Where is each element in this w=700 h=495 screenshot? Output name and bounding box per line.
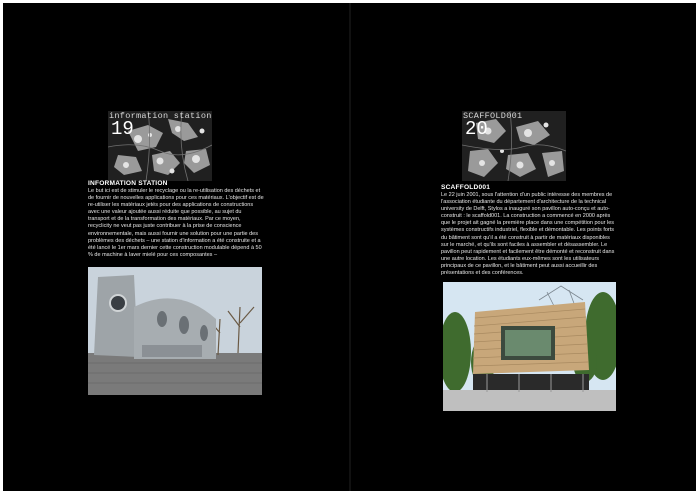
body-text: Le but ici est de stimuler le recyclage ou la re-utilisation des déchets et de fournir de nouvelles applications pour ces matériaux. L'objectif est de re-utiliser les matériaux jetés pour des applications de constructions avec une valeur ajoutée aussi réduite que possible, au sujet du transport et de la transformation des matériaux. Par ce moyen, recyclicity ne veut pas juste contribuer à la prise de conscience environnementale, mais aussi fournir une solution pour une partie des problèmes des déchets – une station d'information a été construite et a été lancé le 1er mars dernier cette construction modulable dépend à 50 % de machine à laver mielé pour ces composantes – [88,188,264,258]
information-station-photo [88,267,262,395]
map-header-tile [462,111,566,181]
map-header-tile [108,111,212,181]
magazine-spread [3,3,696,491]
tile-title: information station [109,111,212,121]
left-page [3,3,349,491]
scaffold001-pavilion-photo [443,282,616,411]
tile-title: SCAFFOLD001 [463,111,523,121]
section-title: SCAFFOLD001 [441,184,491,191]
page-number: 19 [111,118,134,140]
right-page [351,3,696,491]
body-text: Le 22 juin 2001, sous l'attention d'un public intéresse des membres de l'association étudiante du département d'architecture de la technical university de Delft, Stylos a inauguré son pavillon auto-conçu et auto-construit : le scaffold001. La construction a commencé en 2000 après que le projet ait gagné la première place dans une compétition pour les systèmes constructifs industriel, flexible et démontable. Les points forts du bâtiment sont qu'il a été construit à partir de matériaux disponibles sur le marché, et qu'ils sont faciles à assembler et désassembler. Le pavillon peut rapidement et facilement être démonté et reconstruit dans une autre location. Les étudiants eux-mêmes sont les utilisateurs principaux de ce pavillon, et le bâtiment peut aussi accueillir des présentations et des conférences. [441,192,615,277]
section-title: INFORMATION STATION [88,180,168,187]
page-number: 20 [465,118,488,140]
